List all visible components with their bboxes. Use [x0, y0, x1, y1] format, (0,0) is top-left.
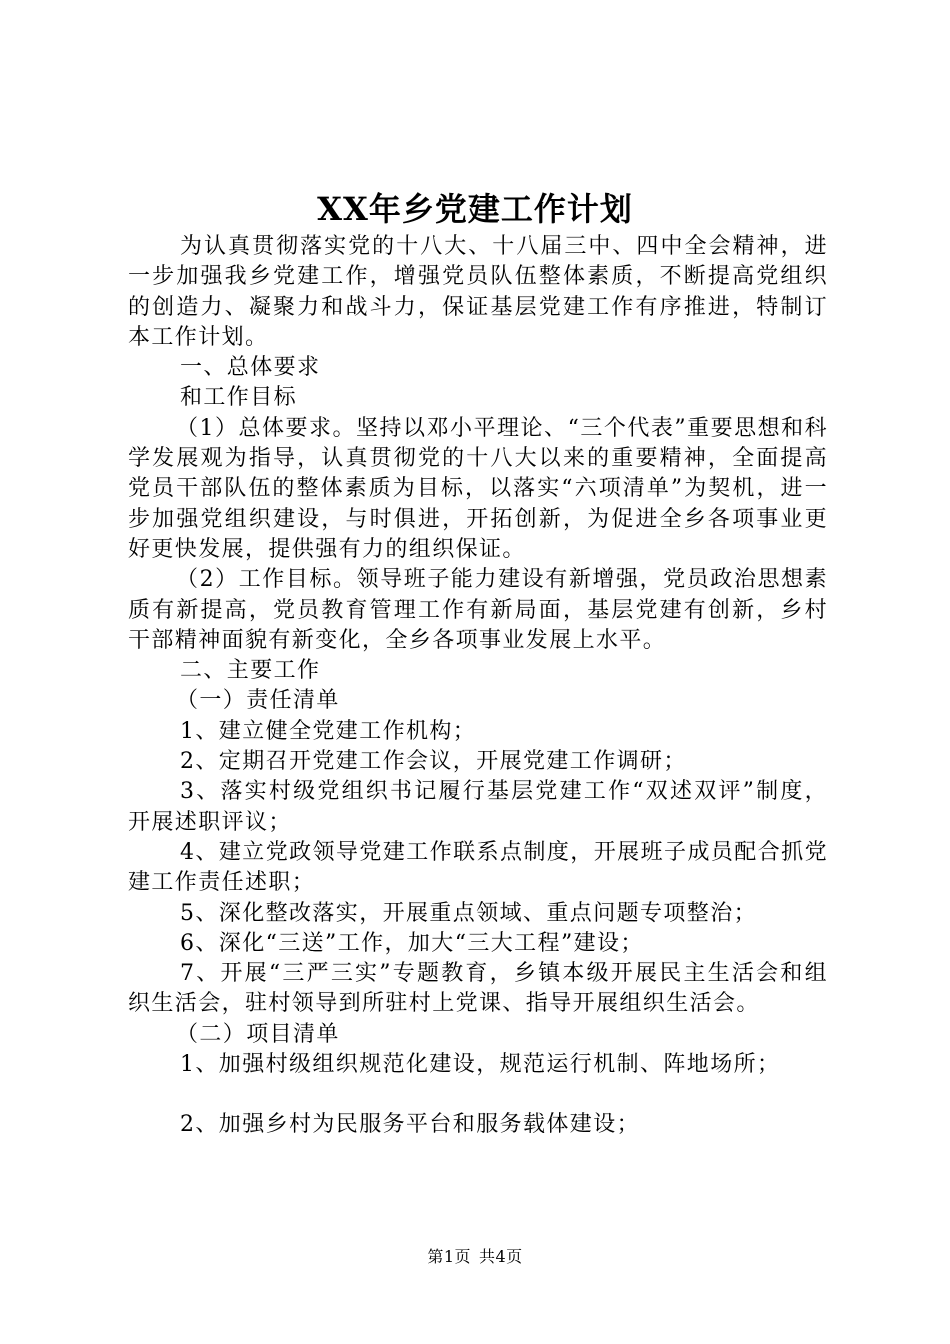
subsection-heading-projects: （二）项目清单	[176, 1021, 340, 1047]
paragraph-general-requirements: （1）总体要求。坚持以邓小平理论、“三个代表”重要思想和科学发展观为指导，认真贯彻党的十八大以来的重要精神，全面提高党员干部队伍的整体素质为目标，以落实“六项清单”为契机，进一步加强党组织建设，与时俱进，开拓创新，为促进全乡各项事业更好更快发展，提供强有力的组织保证。	[128, 415, 828, 562]
list-item: 3、落实村级党组织书记履行基层党建工作“双述双评”制度，开展述职评议；	[128, 779, 828, 835]
list-item: 2、定期召开党建工作会议，开展党建工作调研；	[180, 749, 687, 775]
document-title: XX年乡党建工作计划	[317, 190, 633, 228]
list-item: 6、深化“三送”工作，加大“三大工程”建设；	[180, 930, 644, 956]
section-heading-general: 一、总体要求	[180, 355, 321, 381]
intro-paragraph: 为认真贯彻落实党的十八大、十八届三中、四中全会精神，进一步加强我乡党建工作，增强党员队伍整体素质，不断提高党组织的创造力、凝聚力和战斗力，保证基层党建工作有序推进，特制订本工作计划。	[128, 234, 828, 350]
page-number: 第1页	[427, 1247, 471, 1266]
paragraph-work-goals: （2）工作目标。领导班子能力建设有新增强，党员政治思想素质有新提高，党员教育管理工作有新局面，基层党建有创新，乡村干部精神面貌有新变化，全乡各项事业发展上水平。	[128, 567, 828, 653]
document-body	[128, 232, 828, 1141]
list-item: 2、加强乡村为民服务平台和服务载体建设；	[180, 1112, 640, 1138]
list-item: 4、建立党政领导党建工作联系点制度，开展班子成员配合抓党建工作责任述职；	[128, 839, 828, 896]
subsection-heading-responsibility: （一）责任清单	[176, 688, 340, 714]
list-item: 5、深化整改落实，开展重点领域、重点问题专项整治；	[180, 900, 757, 926]
page-total: 共4页	[479, 1247, 523, 1266]
page-footer	[0, 1245, 950, 1269]
section-heading-main-work: 二、主要工作	[180, 658, 321, 684]
section-heading-general-cont: 和工作目标	[180, 385, 298, 411]
list-item: 1、加强村级组织规范化建设，规范运行机制、阵地场所；	[180, 1052, 781, 1078]
list-item: 1、建立健全党建工作机构；	[180, 718, 477, 744]
list-item: 7、开展“三严三实”专题教育，乡镇本级开展民主生活会和组织生活会，驻村领导到所驻村上党课、指导开展组织生活会。	[128, 961, 828, 1017]
